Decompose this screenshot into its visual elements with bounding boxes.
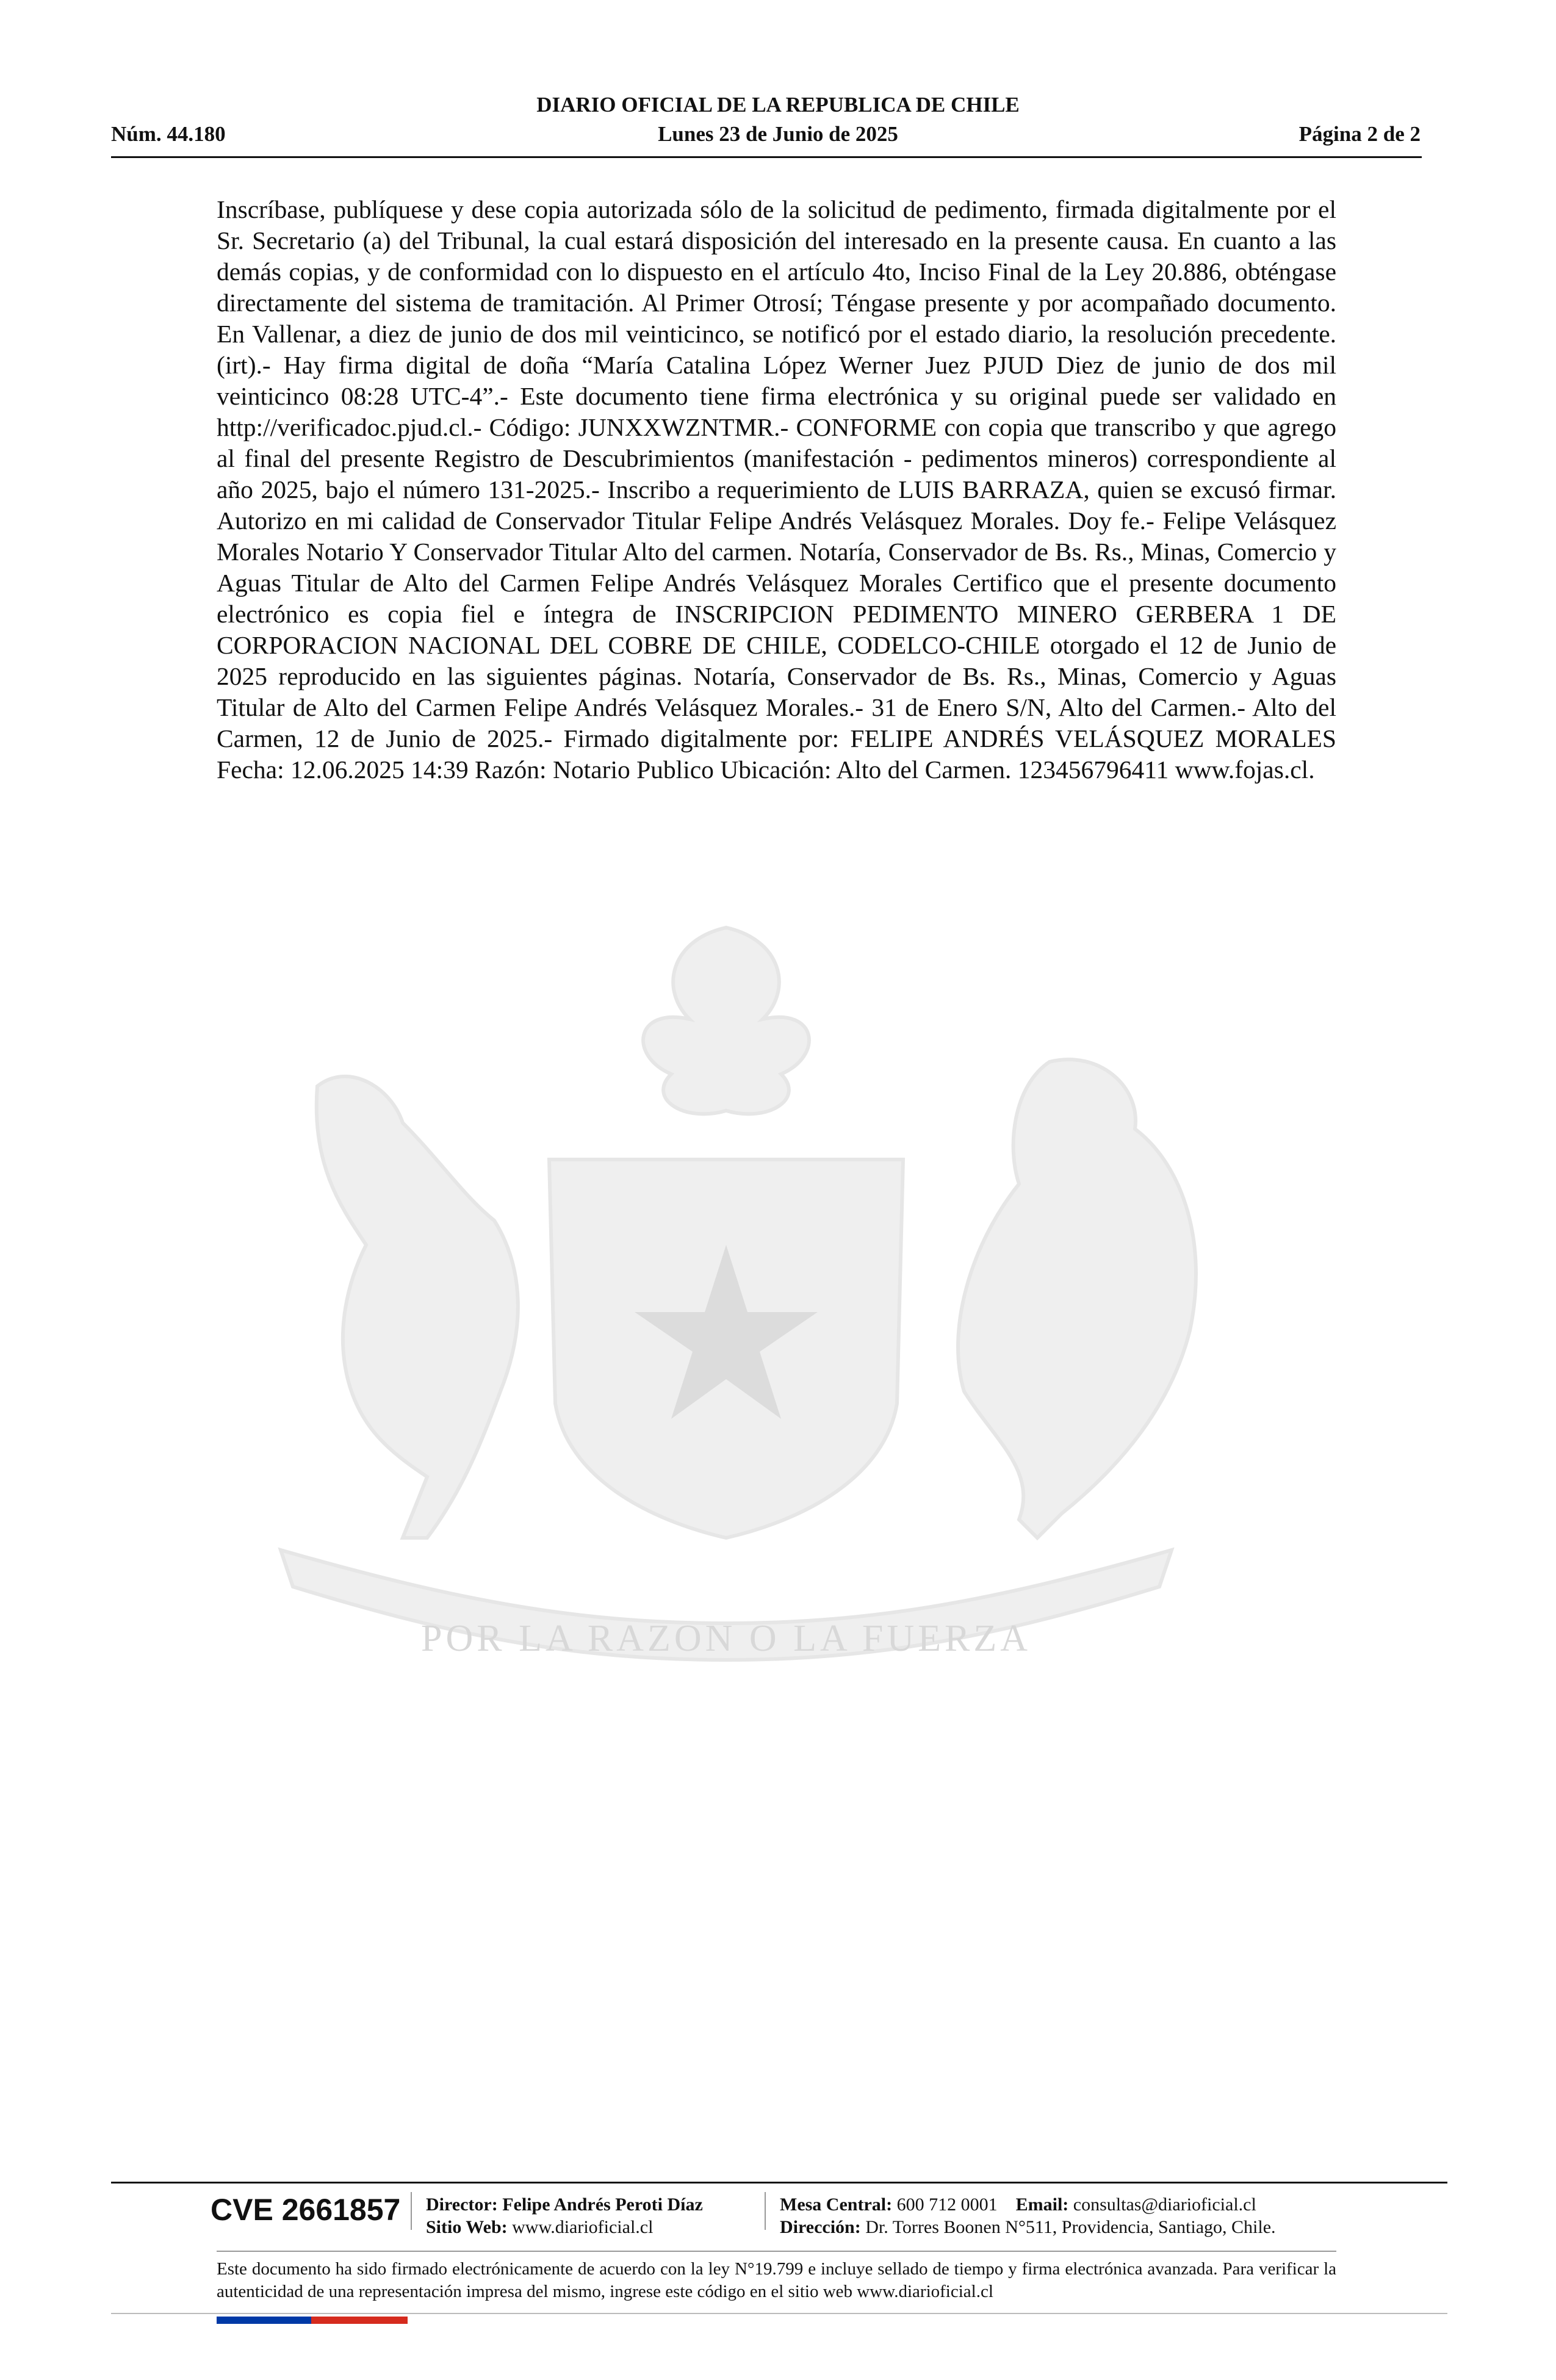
site-label: Sitio Web:	[426, 2217, 508, 2237]
footer-separator	[765, 2192, 766, 2230]
director-name: Felipe Andrés Peroti Díaz	[502, 2194, 703, 2215]
mesa-phone: 600 712 0001	[896, 2194, 998, 2215]
watermark-motto: POR LA RAZON O LA FUERZA	[420, 1618, 1032, 1659]
footer-legal-notice: Este documento ha sido firmado electrónicamente de acuerdo con la ley N°19.799 e incluye sellado de tiempo y firma electrónica avanzada. Para verificar la autenticidad de una representación impresa del mismo, ingrese este código en el sitio web www.diarioficial.cl	[217, 2259, 1336, 2301]
flag-stripe-red	[311, 2317, 408, 2324]
document-body-text: Inscríbase, publíquese y dese copia autorizada sólo de la solicitud de pedimento, firmada digitalmente por el Sr. Secretario (a) del Tribunal, la cual estará disposición del interesado en la presente causa. En cuanto a las demás copias, y de conformidad con lo dispuesto en el artículo 4to, Inciso Final de la Ley 20.886, obténgase directamente del sistema de tramitación. Al Primer Otrosí; Téngase presente y por acompañado documento. En Vallenar, a diez de junio de dos mil veinticinco, se notificó por el estado diario, la resolución precedente. (irt).- Hay firma digital de doña “María Catalina López Werner Juez PJUD Diez de junio de dos mil veinticinco 08:28 UTC-4”.- Este documento tiene firma electrónica y su original puede ser validado en http://verificadoc.pjud.cl.- Código: JUNXXWZNTMR.- CONFORME con copia que transcribo y que agrego al final del presente Registro de Descubrimientos (manifestación - pedimentos mineros) correspondiente al año 2025, bajo el número 131-2025.- Inscribo a requerimiento de LUIS BARRAZA, quien se excusó firmar. Autorizo en mi calidad de Conservador Titular Felipe Andrés Velásquez Morales. Doy fe.- Felipe Velásquez Morales Notario Y Conservador Titular Alto del carmen. Notaría, Conservador de Bs. Rs., Minas, Comercio y Aguas Titular de Alto del Carmen Felipe Andrés Velásquez Morales Certifico que el presente documento electrónico es copia fiel e íntegra de INSCRIPCION PEDIMENTO MINERO GERBERA 1 DE CORPORACION NACIONAL DEL COBRE DE CHILE, CODELCO-CHILE otorgado el 12 de Junio de 2025 reproducido en las siguientes páginas. Notaría, Conservador de Bs. Rs., Minas, Comercio y Aguas Titular de Alto del Carmen Felipe Andrés Velásquez Morales.- 31 de Enero S/N, Alto del Carmen.- Alto del Carmen, 12 de Junio de 2025.- Firmado digitalmente por: FELIPE ANDRÉS VELÁSQUEZ MORALES Fecha: 12.06.2025 14:39 Razón: Notario Publico Ubicación: Alto del Carmen. 123456796411 www.fojas.cl.	[217, 195, 1336, 784]
mesa-label: Mesa Central:	[780, 2194, 893, 2215]
cve-code: CVE 2661857	[211, 2193, 401, 2227]
email-address[interactable]: consultas@diarioficial.cl	[1073, 2194, 1256, 2215]
footer-separator	[411, 2192, 412, 2230]
issue-number: Núm. 44.180	[111, 122, 226, 146]
email-label: Email:	[1015, 2194, 1069, 2215]
address-label: Dirección:	[780, 2217, 861, 2237]
header-divider	[111, 156, 1422, 158]
chilean-coat-of-arms-watermark-icon	[207, 903, 1245, 1697]
director-label: Director:	[426, 2194, 498, 2215]
footer-divider-top	[111, 2182, 1447, 2183]
site-url[interactable]: www.diarioficial.cl	[512, 2217, 654, 2237]
page-indicator: Página 2 de 2	[1298, 122, 1421, 146]
address-value: Dr. Torres Boonen N°511, Providencia, Santiago, Chile.	[865, 2217, 1276, 2237]
footer-contact-block	[780, 2193, 1276, 2238]
flag-stripe-blue	[217, 2317, 311, 2324]
footer-divider-mid	[217, 2251, 1336, 2252]
footer-divider-bottom	[111, 2313, 1447, 2314]
issue-date: Lunes 23 de Junio de 2025	[658, 122, 898, 146]
footer-director-block	[426, 2193, 703, 2238]
newspaper-title: DIARIO OFICIAL DE LA REPUBLICA DE CHILE	[536, 93, 1020, 117]
